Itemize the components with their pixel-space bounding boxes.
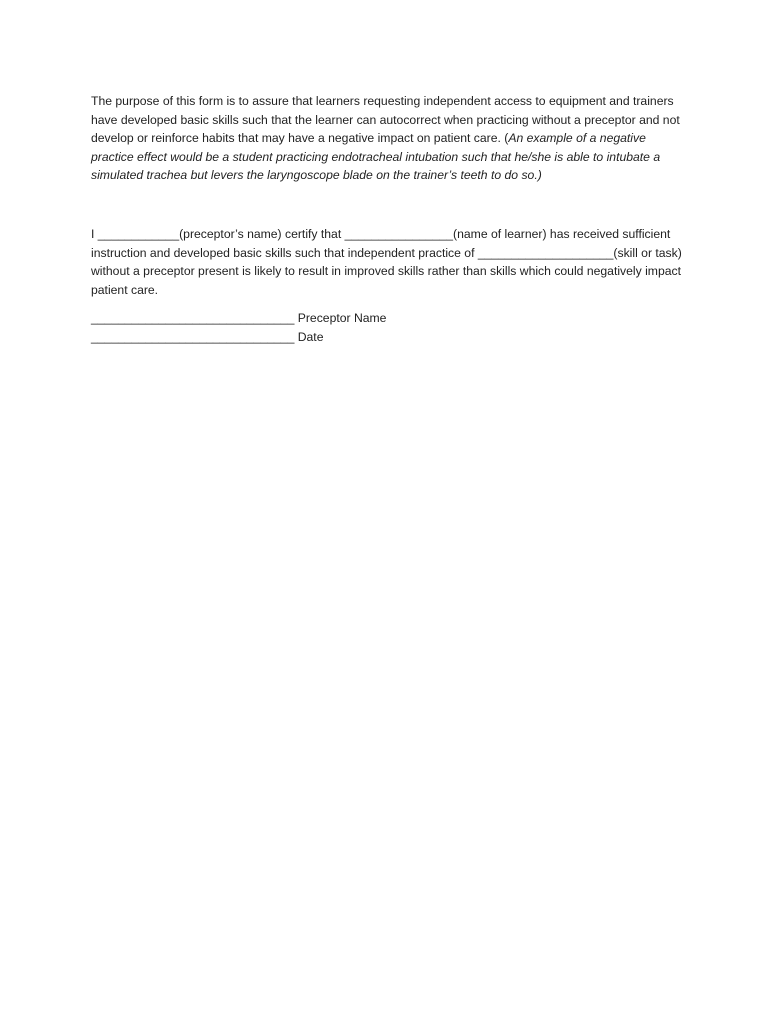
preceptor-name-signature-line: ______________________________ Preceptor Name xyxy=(91,311,387,326)
purpose-paragraph xyxy=(91,92,691,185)
purpose-example-text: An example of a negative practice effect would be a student practicing endotracheal intubation such that he/she is able to intubate a simulated trachea but levers the laryngoscope blade on the trainer’s teeth to do so.) xyxy=(91,131,661,183)
purpose-text: The purpose of this form is to assure that learners requesting independent access to equipment and trainers have developed basic skills such that the learner can autocorrect when practicing without a preceptor and not develop or reinforce habits that may have a negative impact on patient care. ( xyxy=(91,94,680,146)
form-content xyxy=(91,92,691,347)
date-signature-line: ______________________________ Date xyxy=(91,329,324,344)
certification-paragraph: I ____________(preceptor’s name) certify that ________________(name of learner) has received sufficient instruction and developed basic skills such that independent practice of ____________________(skill or task) without a preceptor present is likely to result in improved skills rather than skills which could negatively impact patient care. xyxy=(91,226,682,297)
